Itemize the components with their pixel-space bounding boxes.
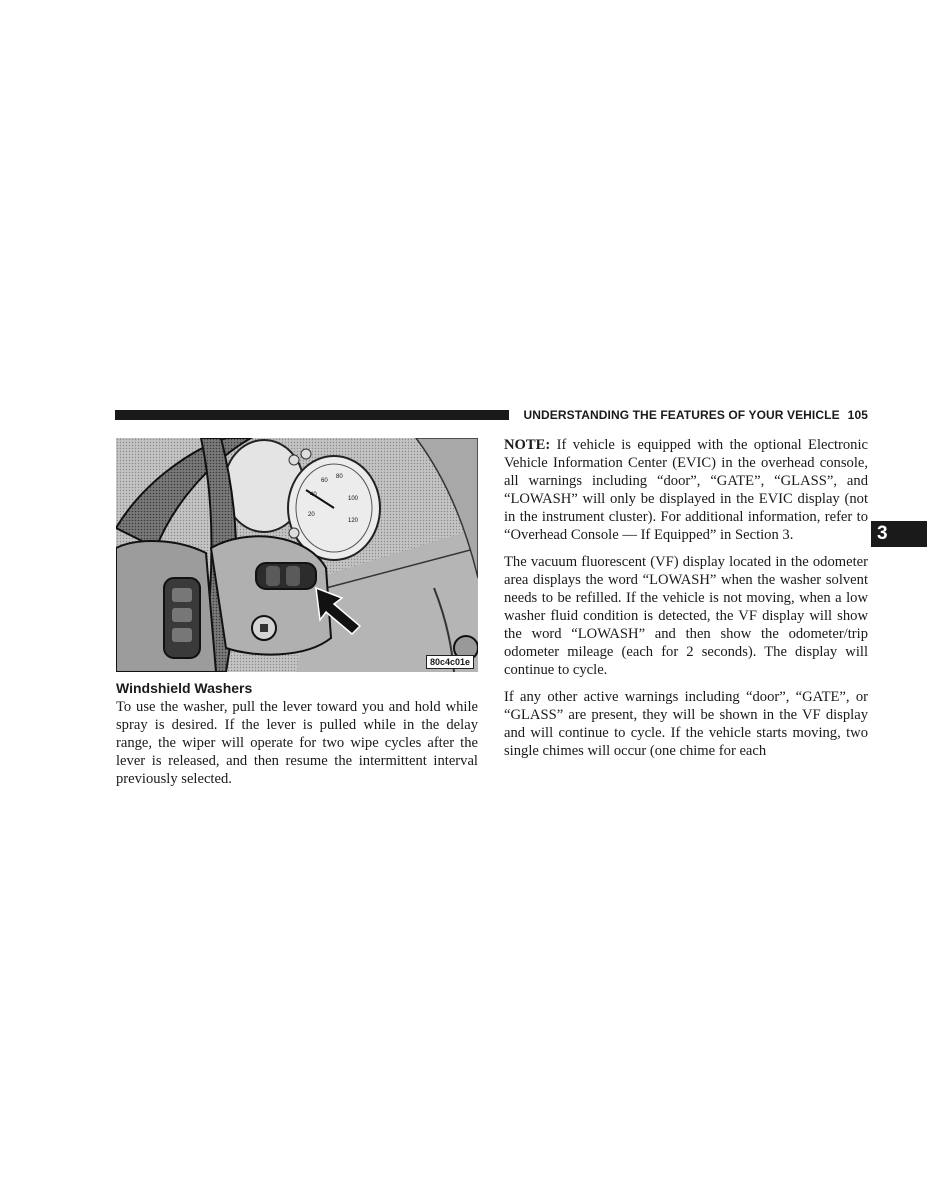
section-tab: 3 (871, 521, 927, 547)
windshield-washers-paragraph: To use the washer, pull the lever toward you and hold while spray is desired. If the lever is pulled while in the delay range, the wiper will operate for two wipe cycles after the lever is released, and then resume the intermittent interval previously selected. (116, 699, 478, 787)
wiper-lever-illustration (116, 438, 478, 672)
speedo-label: 100 (348, 496, 359, 502)
page-number: 105 (847, 408, 868, 422)
figure-code: 80c4c01e (426, 655, 474, 669)
speedo-label: 120 (348, 518, 359, 524)
speedo-label: 60 (321, 478, 328, 484)
left-column (116, 678, 478, 788)
speedo-label: 20 (308, 512, 315, 518)
note-paragraph (504, 436, 868, 544)
vf-display-paragraph: The vacuum fluorescent (VF) display located in the odometer area displays the word “LOWASH” when the washer solvent needs to be refilled. If the vehicle is not moving, when a low washer fluid condition is detected, the VF display will show the word “LOWASH” and then show the odometer/trip odometer mileage (each for 2 seconds). The display will continue to cycle. (504, 554, 868, 678)
header-rule (115, 410, 509, 420)
right-column (504, 436, 868, 769)
note-text: If vehicle is equipped with the optional Electronic Vehicle Information Center (EVIC) in the overhead console, all warnings including “door”, “GATE”, “GLASS”, and “LOWASH” will only be displayed in the EVIC display (not in the instrument cluster). For additional information, refer to “Overhead Console — If Equipped” in Section 3. (504, 437, 868, 543)
speedo-label: 40 (310, 492, 317, 498)
running-header (514, 405, 868, 425)
dashboard-drawing (116, 438, 478, 672)
note-label: NOTE: (504, 437, 551, 453)
header-title: UNDERSTANDING THE FEATURES OF YOUR VEHICLE (523, 408, 840, 422)
speedo-label: 80 (336, 474, 343, 480)
section-heading: Windshield Washers (116, 680, 253, 696)
active-warnings-paragraph: If any other active warnings including “door”, “GATE”, or “GLASS” are present, they will be shown in the VF display and will continue to cycle. If the vehicle starts moving, two single chimes will occur (one chime for each (504, 689, 868, 759)
